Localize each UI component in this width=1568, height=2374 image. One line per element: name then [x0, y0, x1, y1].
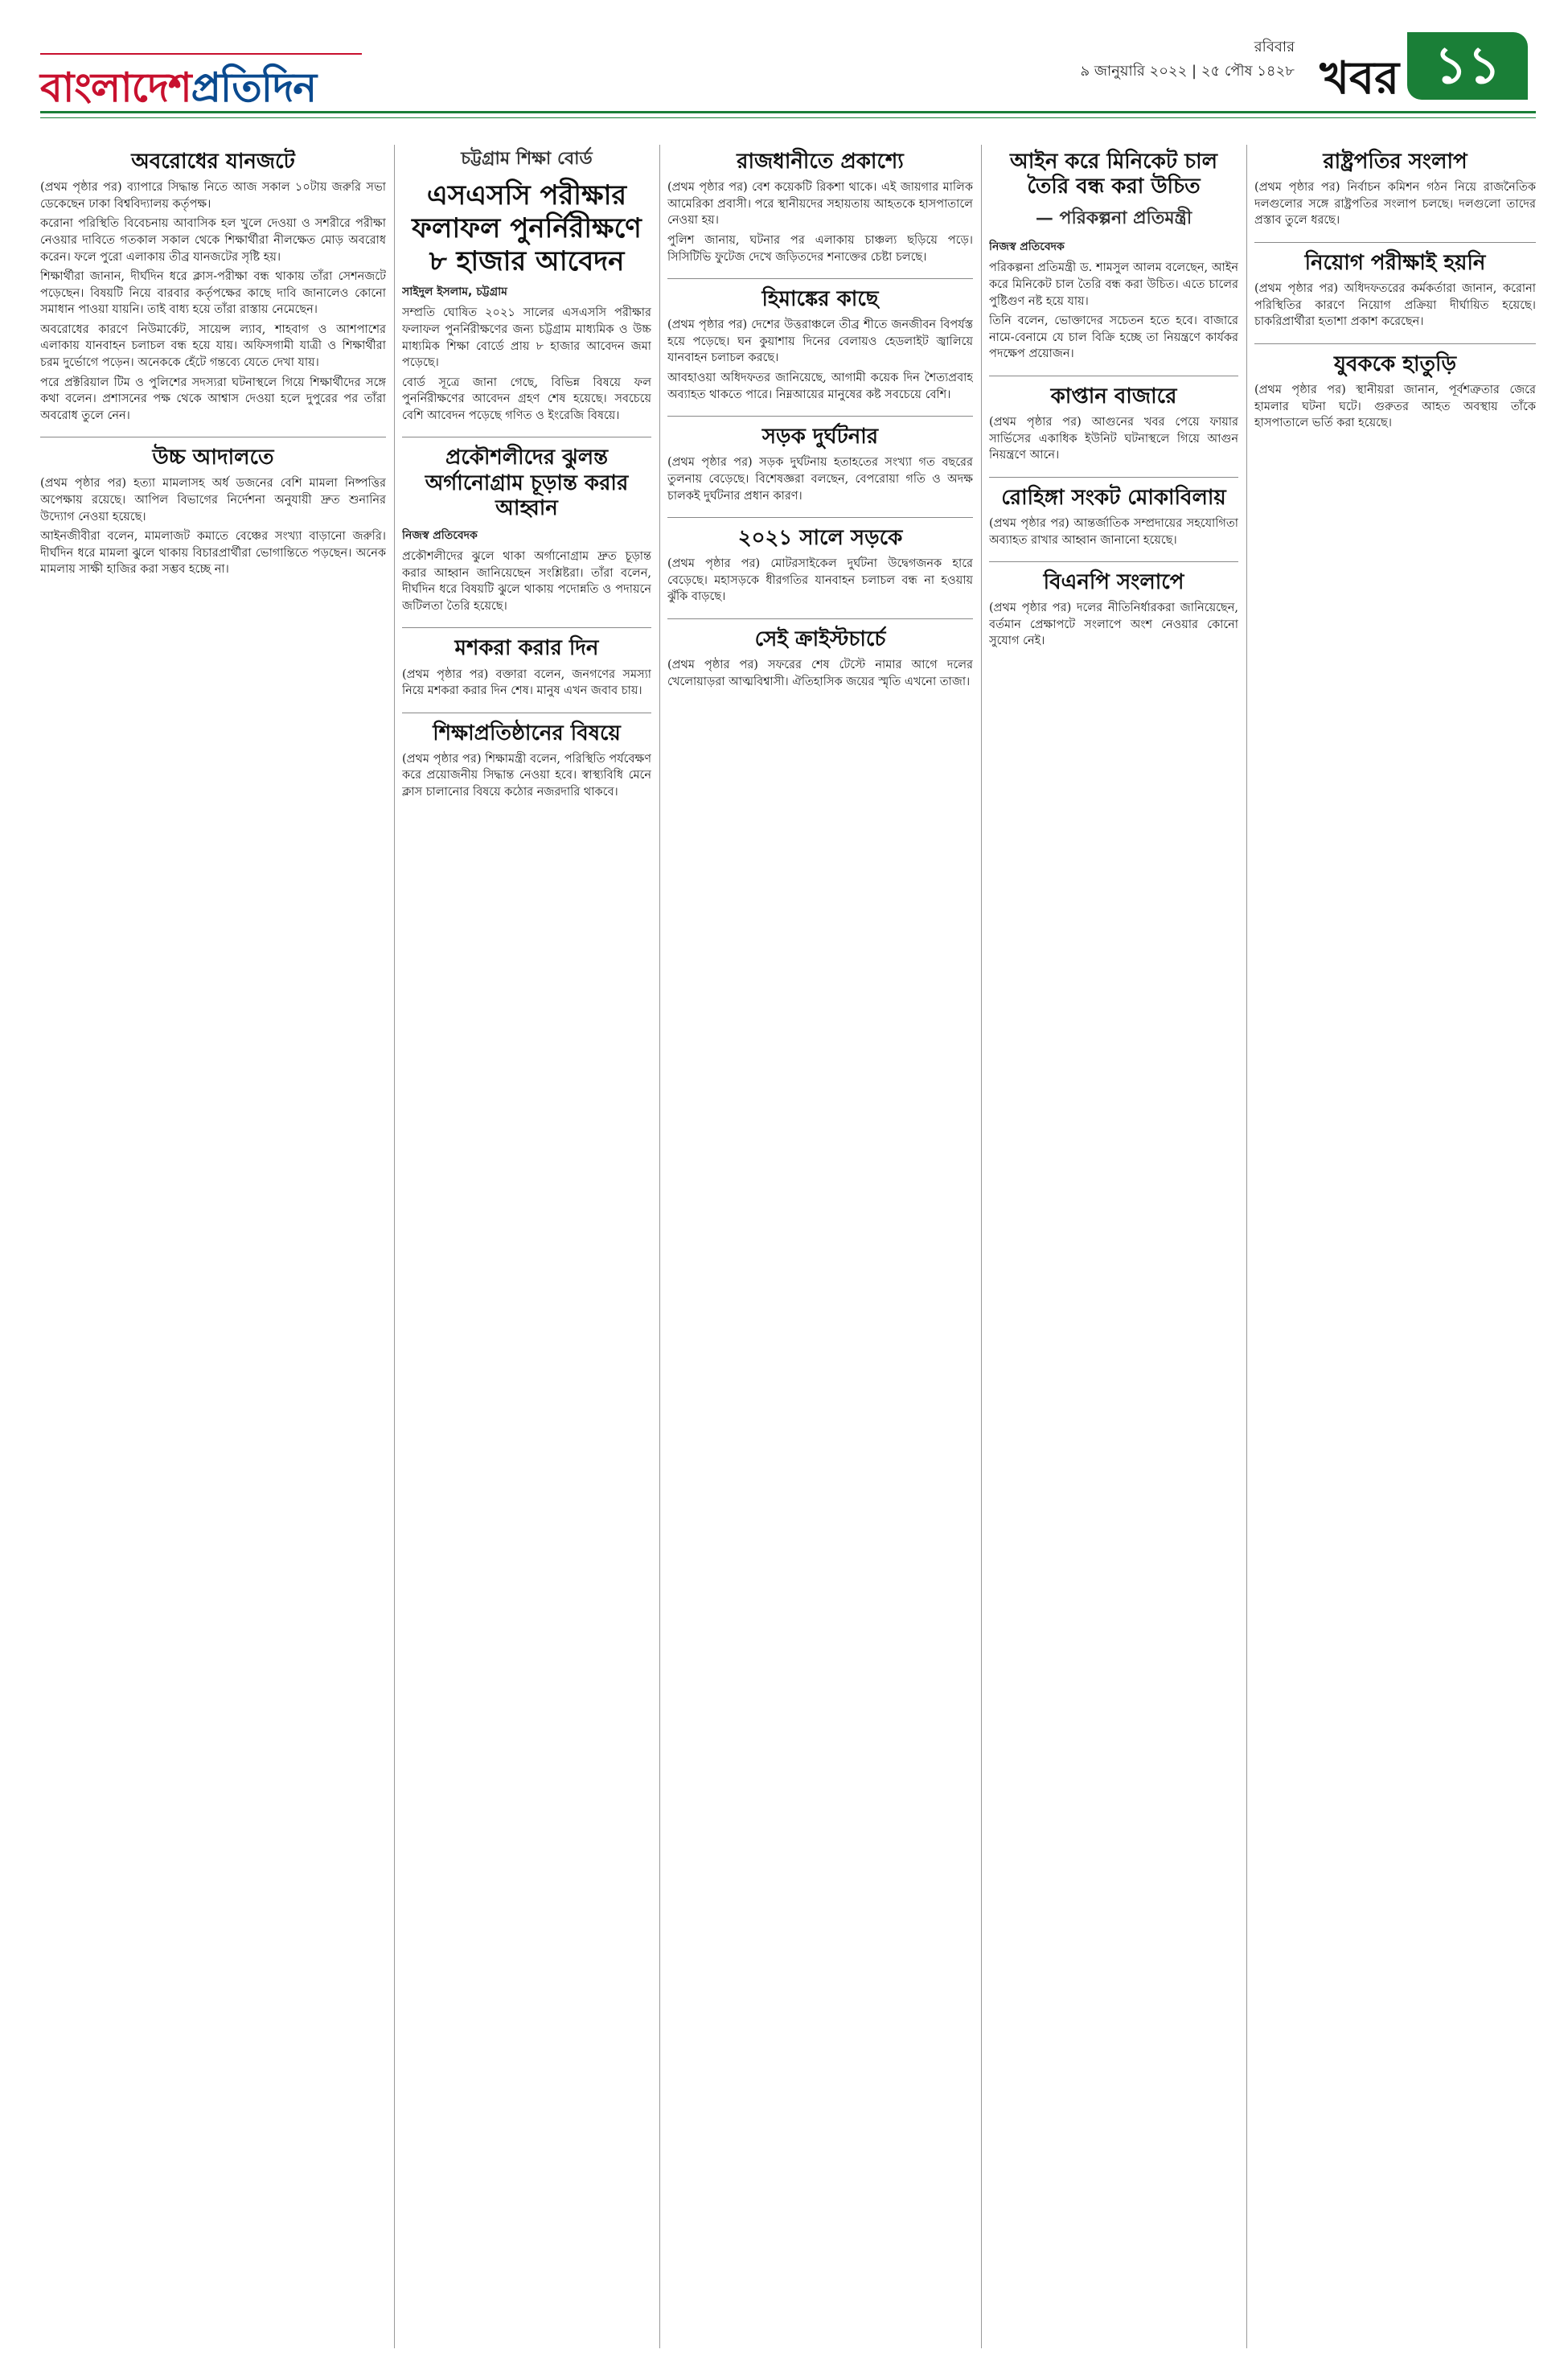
article-kicker: চট্টগ্রাম শিক্ষা বোর্ড [461, 148, 593, 169]
article-divider [667, 618, 973, 619]
news-article [1254, 251, 1536, 331]
article-headline[interactable]: কাপ্তান বাজারে [1050, 384, 1177, 409]
article-divider [667, 278, 973, 279]
column-divider [1246, 145, 1247, 2348]
article-byline: সাইদুল ইসলাম, চট্টগ্রাম [402, 285, 507, 299]
masthead-rule-thin [40, 117, 1536, 118]
section-name: খবর [1320, 52, 1399, 105]
article-paragraph: (প্রথম পৃষ্ঠার পর) আগুনের খবর পেয়ে ফায়ার সার্ভিসের একাধিক ইউনিট ঘটনাস্থলে গিয়ে আগুন নিয়ন্ত্রণে আনে। [989, 416, 1238, 462]
article-byline: নিজস্ব প্রতিবেদক [402, 529, 478, 542]
article-headline[interactable]: আইন করে মিনিকেট চাল তৈরি বন্ধ করা উচিত [1009, 150, 1218, 199]
article-paragraph: তিনি বলেন, ভোক্তাদের সচেতন হতে হবে। বাজারে নামে-বেনামে যে চাল বিক্রি হচ্ছে তা নিয়ন্ত্রণে কার্যকর পদক্ষেপ প্রয়োজন। [989, 314, 1238, 361]
page-number-badge: ১১ [1407, 32, 1528, 100]
news-article [667, 425, 973, 504]
news-article [1254, 352, 1536, 432]
news-article [667, 627, 973, 690]
news-article [402, 636, 651, 699]
news-article [40, 150, 386, 424]
article-subhead: — পরিকল্পনা প্রতিমন্ত্রী [1035, 207, 1192, 229]
column-divider [659, 145, 660, 2348]
column-1 [40, 145, 386, 2348]
article-paragraph: (প্রথম পৃষ্ঠার পর) হত্যা মামলাসহ অর্ধ ডজনের বেশি মামলা নিষ্পত্তির অপেক্ষায় রয়েছে। আপিল বিভাগের নির্দেশনা অনুযায়ী দ্রুত শুনানির উদ্যোগ নেওয়া হয়েছে। [40, 477, 386, 524]
article-headline[interactable]: সেই ক্রাইস্টচার্চে [754, 627, 886, 651]
article-paragraph: (প্রথম পৃষ্ঠার পর) অধিদফতরের কর্মকর্তারা জানান, করোনা পরিস্থিতির কারণে নিয়োগ প্রক্রিয়া দীর্ঘায়িত হয়েছে। চাকরিপ্রার্থীরা হতাশা প্রকাশ করেছেন। [1254, 282, 1536, 329]
article-headline[interactable]: অবরোধের যানজটে [131, 150, 295, 174]
article-headline[interactable]: মশকরা করার দিন [454, 636, 599, 661]
article-paragraph: পুলিশ জানায়, ঘটনার পর এলাকায় চাঞ্চল্য ছড়িয়ে পড়ে। সিসিটিভি ফুটেজ দেখে জড়িতদের শনাক্তের চেষ্টা চলছে। [667, 233, 973, 264]
article-headline[interactable]: উচ্চ আদালতে [152, 446, 274, 470]
column-2 [402, 145, 651, 2348]
article-byline: নিজস্ব প্রতিবেদক [989, 240, 1065, 254]
page-day: রবিবার [1254, 39, 1295, 55]
news-article [989, 570, 1238, 650]
newspaper-logo[interactable] [40, 58, 316, 125]
news-article [989, 486, 1238, 548]
news-article [402, 721, 651, 801]
article-paragraph: (প্রথম পৃষ্ঠার পর) ব্যাপারে সিদ্ধান্ত নিতে আজ সকাল ১০টায় জরুরি সভা ডেকেছেন ঢাকা বিশ্ববিদ্যালয় কর্তৃপক্ষ। [40, 181, 386, 211]
article-headline[interactable]: রাষ্ট্রপতির সংলাপ [1323, 150, 1467, 174]
article-divider [667, 517, 973, 518]
article-paragraph: (প্রথম পৃষ্ঠার পর) বেশ কয়েকটি রিকশা থাকে। এই জায়গার মালিক আমেরিকা প্রবাসী। পরে স্থানীয়দের সহায়তায় আহতকে হাসপাতালে নেওয়া হয়। [667, 181, 973, 228]
article-paragraph: (প্রথম পৃষ্ঠার পর) সফরের শেষ টেস্টে নামার আগে দলের খেলোয়াড়রা আত্মবিশ্বাসী। ঐতিহাসিক জয়ের স্মৃতি এখনো তাজা। [667, 659, 973, 688]
article-paragraph: (প্রথম পৃষ্ঠার পর) আন্তর্জাতিক সম্প্রদায়ের সহযোগিতা অব্যাহত রাখার আহ্বান জানানো হয়েছে। [989, 516, 1238, 547]
article-paragraph: শিক্ষার্থীরা জানান, দীর্ঘদিন ধরে ক্লাস-পরীক্ষা বন্ধ থাকায় তাঁরা সেশনজটে পড়েছেন। বিষয়টি নিয়ে বারবার কর্তৃপক্ষের কাছে দাবি জানালেও কোনো সমাধান পাওয়া যায়নি। তাই বাধ্য হয়ে তাঁরা রাস্তায় নেমেছেন। [40, 270, 386, 317]
column-divider [981, 145, 982, 2348]
article-paragraph: প্রকৌশলীদের ঝুলে থাকা অর্গানোগ্রাম দ্রুত চূড়ান্ত করার আহ্বান জানিয়েছেন সংশ্লিষ্টরা। তাঁরা বলেন, দীর্ঘদিন ধরে বিষয়টি ঝুলে থাকায় পদোন্নতি ও পদায়নে জটিলতা তৈরি হয়েছে। [402, 550, 651, 613]
article-paragraph: পরিকল্পনা প্রতিমন্ত্রী ড. শামসুল আলম বলেছেন, আইন করে মিনিকেট চাল তৈরি বন্ধ করা উচিত। এতে চালের পুষ্টিগুণ নষ্ট হয়ে যায়। [989, 261, 1238, 308]
news-article [989, 384, 1238, 464]
article-divider [1254, 343, 1536, 344]
article-paragraph: (প্রথম পৃষ্ঠার পর) বক্তারা বলেন, জনগণের সমস্যা নিয়ে মশকরা করার দিন শেষ। মানুষ এখন জবাব চায়। [402, 667, 651, 698]
column-4 [989, 145, 1238, 2348]
article-divider [1254, 242, 1536, 243]
article-paragraph: আইনজীবীরা বলেন, মামলাজট কমাতে বেঞ্চের সংখ্যা বাড়ানো জরুরি। দীর্ঘদিন ধরে মামলা ঝুলে থাকায় বিচারপ্রার্থীরা ভোগান্তিতে পড়ছেন। অনেক মামলায় সাক্ষী হাজির করা সম্ভব হচ্ছে না। [40, 530, 386, 577]
article-paragraph: বোর্ড সূত্রে জানা গেছে, বিভিন্ন বিষয়ে ফল পুনর্নিরীক্ষণের আবেদন গ্রহণ শেষ হয়েছে। সবচেয়ে বেশি আবেদন পড়েছে গণিত ও ইংরেজি বিষয়ে। [402, 376, 651, 422]
article-paragraph: (প্রথম পৃষ্ঠার পর) দেশের উত্তরাঞ্চলে তীব্র শীতে জনজীবন বিপর্যস্ত হয়ে পড়েছে। ঘন কুয়াশায় দিনের বেলায়ও হেডলাইট জ্বালিয়ে যানবাহন চলাচল করছে। [667, 318, 973, 365]
article-paragraph: (প্রথম পৃষ্ঠার পর) নির্বাচন কমিশন গঠন নিয়ে রাজনৈতিক দলগুলোর সঙ্গে রাষ্ট্রপতির সংলাপ চলছে। দলগুলো তাদের প্রস্তাব তুলে ধরছে। [1254, 181, 1536, 228]
article-paragraph: করোনা পরিস্থিতি বিবেচনায় আবাসিক হল খুলে দেওয়া ও সশরীরে পরীক্ষা নেওয়ার দাবিতে গতকাল সকাল থেকে শিক্ষার্থীরা নীলক্ষেত মোড় অবরোধ করেন। ফলে পুরো এলাকায় তীব্র যানজটের সৃষ্টি হয়। [40, 217, 386, 264]
article-divider [667, 416, 973, 417]
article-divider [989, 561, 1238, 562]
logo-part-1: বাংলাদেশ [40, 64, 191, 111]
article-headline[interactable]: নিয়োগ পরীক্ষাই হয়নি [1304, 250, 1486, 275]
article-paragraph: পরে প্রক্টরিয়াল টিম ও পুলিশের সদস্যরা ঘটনাস্থলে গিয়ে শিক্ষার্থীদের সঙ্গে কথা বলেন। প্রশাসনের পক্ষ থেকে আশ্বাস দেওয়া হলে দুপুরের পর তাঁরা অবরোধ তুলে নেন। [40, 376, 386, 422]
article-divider [989, 477, 1238, 478]
news-article [402, 446, 651, 614]
article-paragraph: (প্রথম পৃষ্ঠার পর) শিক্ষামন্ত্রী বলেন, পরিস্থিতি পর্যবেক্ষণ করে প্রয়োজনীয় সিদ্ধান্ত নেওয়া হবে। স্বাস্থ্যবিধি মেনে ক্লাস চালানোর বিষয়ে কঠোর নজরদারি থাকবে। [402, 752, 651, 799]
masthead [32, 24, 1536, 153]
article-headline[interactable]: প্রকৌশলীদের ঝুলন্ত অর্গানোগ্রাম চূড়ান্ত করার আহ্বান [425, 446, 629, 520]
article-headline[interactable]: শিক্ষাপ্রতিষ্ঠানের বিষয়ে [433, 721, 621, 745]
logo-tagline-rule [40, 39, 362, 55]
article-paragraph: অবরোধের কারণে নিউমার্কেট, সায়েন্স ল্যাব, শাহবাগ ও আশপাশের এলাকায় যানবাহন চলাচল বন্ধ হয়ে যায়। অফিসগামী যাত্রী ও শিক্ষার্থীরা চরম দুর্ভোগে পড়েন। অনেককে হেঁটে গন্তব্যে যেতে দেখা যায়। [40, 322, 386, 369]
article-headline[interactable]: যুবককে হাতুড়ি [1333, 351, 1457, 376]
logo-part-2: প্রতিদিন [191, 64, 317, 111]
column-5 [1254, 145, 1536, 2348]
article-headline[interactable]: ২০২১ সালে সড়কে [737, 526, 903, 551]
article-paragraph: (প্রথম পৃষ্ঠার পর) সড়ক দুর্ঘটনায় হতাহতের সংখ্যা গত বছরের তুলনায় বেড়েছে। বিশেষজ্ঞরা বলছেন, বেপরোয়া গতি ও অদক্ষ চালকই দুর্ঘটনার প্রধান কারণ। [667, 456, 973, 503]
news-article [667, 150, 973, 265]
news-article [402, 145, 651, 424]
article-paragraph: আবহাওয়া অধিদফতর জানিয়েছে, আগামী কয়েক দিন শৈত্যপ্রবাহ অব্যাহত থাকতে পারে। নিম্নআয়ের মানুষের কষ্ট সবচেয়ে বেশি। [667, 372, 973, 401]
news-article [40, 446, 386, 578]
article-paragraph: (প্রথম পৃষ্ঠার পর) দলের নীতিনির্ধারকরা জানিয়েছেন, বর্তমান প্রেক্ষাপটে সংলাপে অংশ নেওয়ার কোনো সুযোগ নেই। [989, 602, 1238, 648]
article-paragraph: (প্রথম পৃষ্ঠার পর) স্থানীয়রা জানান, পূর্বশত্রুতার জেরে হামলার ঘটনা ঘটে। গুরুতর আহত অবস্থায় তাঁকে হাসপাতালে ভর্তি করা হয়েছে। [1254, 384, 1536, 430]
news-article [989, 150, 1238, 363]
article-paragraph: (প্রথম পৃষ্ঠার পর) মোটরসাইকেল দুর্ঘটনা উদ্বেগজনক হারে বেড়েছে। মহাসড়কে ধীরগতির যানবাহন চলাচল বন্ধ না হওয়ায় ঝুঁকি বাড়ছে। [667, 557, 973, 604]
article-headline[interactable]: সড়ক দুর্ঘটনার [761, 425, 879, 450]
article-divider [402, 627, 651, 628]
article-headline[interactable]: হিমাঙ্কের কাছে [761, 287, 879, 312]
column-divider [394, 145, 395, 2348]
page-date: ৯ জানুয়ারি ২০২২ | ২৫ পৌষ ১৪২৮ [1080, 63, 1295, 80]
news-article [1254, 150, 1536, 229]
news-article [667, 526, 973, 606]
article-headline[interactable]: রাজধানীতে প্রকাশ্যে [737, 150, 904, 174]
article-headline[interactable]: বিএনপি সংলাপে [1043, 570, 1184, 595]
news-article [667, 287, 973, 403]
masthead-rule [40, 111, 1536, 113]
article-headline[interactable]: রোহিঙ্গা সংকট মোকাবিলায় [1001, 485, 1226, 510]
column-3 [667, 145, 973, 2348]
article-paragraph: সম্প্রতি ঘোষিত ২০২১ সালের এসএসসি পরীক্ষার ফলাফল পুনর্নিরীক্ষণের জন্য চট্টগ্রাম মাধ্যমিক ও উচ্চ মাধ্যমিক শিক্ষা বোর্ডে প্রায় ৮ হাজার আবেদন জমা পড়েছে। [402, 306, 651, 370]
article-headline[interactable]: এসএসসি পরীক্ষার ফলাফল পুনর্নিরীক্ষণে ৮ হাজার আবেদন [412, 179, 642, 277]
